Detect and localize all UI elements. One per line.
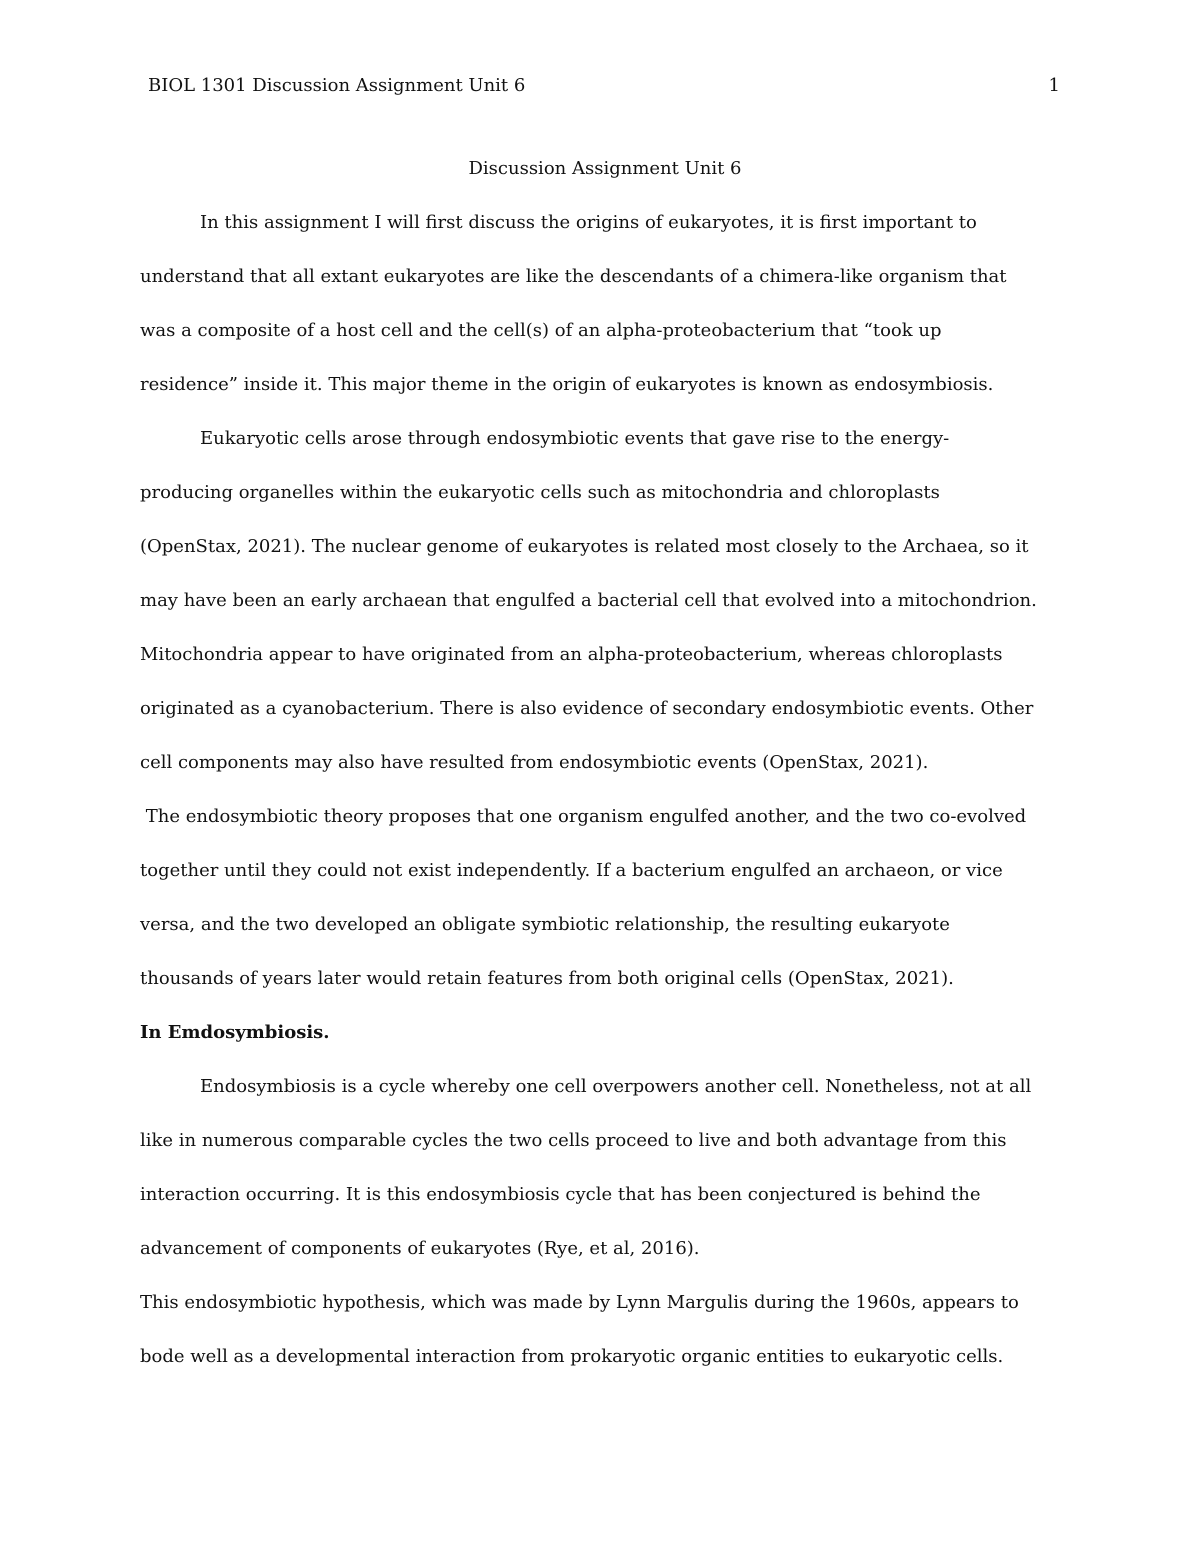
- paragraph-line: (OpenStax, 2021). The nuclear genome of eukaryotes is related most closely to the Archaea, so it: [140, 536, 1029, 557]
- running-head: BIOL 1301 Discussion Assignment Unit 6: [148, 75, 526, 96]
- paragraph-margulis-hypothesis: [140, 1276, 1070, 1384]
- paragraph-line: Mitochondria appear to have originated from an alpha-proteobacterium, whereas chloroplasts: [140, 644, 1003, 665]
- paragraph-line: understand that all extant eukaryotes are like the descendants of a chimera-like organism that: [140, 266, 1007, 287]
- paragraph-line: bode well as a developmental interaction from prokaryotic organic entities to eukaryotic cells.: [140, 1346, 1004, 1367]
- paragraph-line: interaction occurring. It is this endosymbiosis cycle that has been conjectured is behind the: [140, 1184, 981, 1205]
- paragraph-eukaryotic-cells: [140, 412, 1070, 790]
- paragraph-line: was a composite of a host cell and the cell(s) of an alpha-proteobacterium that “took up: [140, 320, 942, 341]
- paragraph-line: originated as a cyanobacterium. There is also evidence of secondary endosymbiotic events. Other: [140, 698, 1034, 719]
- paragraph-origins: [140, 196, 1070, 412]
- paragraph-line: together until they could not exist independently. If a bacterium engulfed an archaeon, or vice: [140, 860, 1003, 881]
- paragraph-endosymbiosis-cycle: [140, 1060, 1070, 1276]
- paragraph-line: The endosymbiotic theory proposes that one organism engulfed another, and the two co-evolved: [140, 806, 1027, 827]
- paragraph-line: producing organelles within the eukaryotic cells such as mitochondria and chloroplasts: [140, 482, 940, 503]
- paragraph-line: This endosymbiotic hypothesis, which was made by Lynn Margulis during the 1960s, appears to: [140, 1292, 1019, 1313]
- paragraph-line: advancement of components of eukaryotes (Rye, et al, 2016).: [140, 1238, 700, 1259]
- paragraph-line: Endosymbiosis is a cycle whereby one cell overpowers another cell. Nonetheless, not at all: [200, 1076, 1032, 1097]
- paragraph-endosymbiotic-theory: [140, 790, 1070, 1006]
- paragraph-line: residence” inside it. This major theme in the origin of eukaryotes is known as endosymbiosis.: [140, 374, 994, 395]
- document-body: [140, 142, 1070, 1384]
- paragraph-line: like in numerous comparable cycles the two cells proceed to live and both advantage from this: [140, 1130, 1007, 1151]
- section-heading: In Emdosymbiosis.: [140, 1022, 330, 1043]
- document-title: Discussion Assignment Unit 6: [468, 158, 742, 179]
- paragraph-line: In this assignment I will first discuss the origins of eukaryotes, it is first important to: [200, 212, 977, 233]
- paragraph-line: versa, and the two developed an obligate symbiotic relationship, the resulting eukaryote: [140, 914, 950, 935]
- paragraph-line: cell components may also have resulted from endosymbiotic events (OpenStax, 2021).: [140, 752, 929, 773]
- paragraph-line: Eukaryotic cells arose through endosymbiotic events that gave rise to the energy-: [200, 428, 950, 449]
- paragraph-line: may have been an early archaean that engulfed a bacterial cell that evolved into a mitochondrion.: [140, 590, 1037, 611]
- paragraph-line: thousands of years later would retain features from both original cells (OpenStax, 2021).: [140, 968, 954, 989]
- page-number: 1: [1048, 75, 1060, 96]
